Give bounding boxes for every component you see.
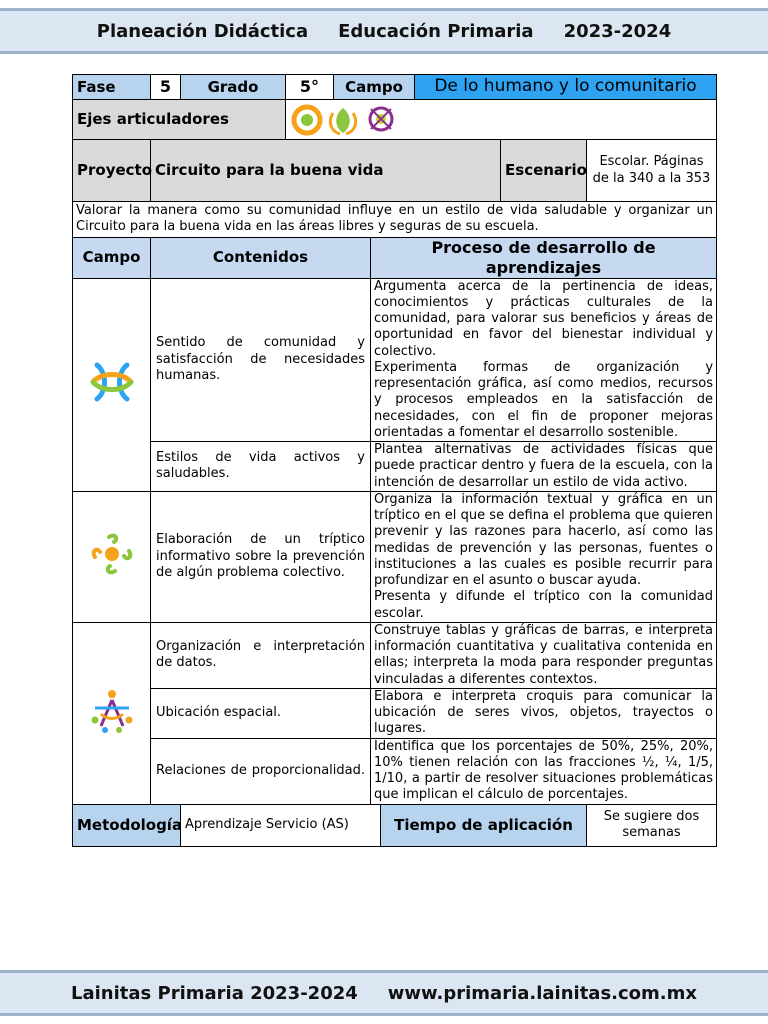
proceso-cell: Organiza la información textual y gráfica en un tríptico en el que se defina el problema que quieren prevenir y las razones para hacerlo, así como las medidas de prevención y las personas, fuentes o instituciones a las cuales es posible recurrir para profundizar en el asunto o buscar ayuda. Presenta y difunde el tríptico con la comunidad escolar.	[371, 491, 717, 622]
metodologia-value: Aprendizaje Servicio (AS)	[181, 804, 381, 846]
eje-orange-icon	[290, 103, 420, 137]
contenido-cell: Relaciones de proporcionalidad.	[151, 738, 371, 804]
proceso-cell: Plantea alternativas de actividades físicas que puede practicar dentro y fuera de la escuela, con la intención de desarrollar un estilo de vida activo.	[371, 442, 717, 492]
table-row	[73, 688, 717, 738]
campo-label: Campo	[334, 75, 415, 100]
footer-banner	[0, 970, 768, 1016]
tiempo-value: Se sugiere dos semanas	[587, 804, 717, 846]
grado-label: Grado	[181, 75, 286, 100]
table-row	[73, 278, 717, 442]
table-row	[73, 622, 717, 688]
proyecto-label: Proyecto	[73, 140, 151, 202]
contenido-cell: Estilos de vida activos y saludables.	[151, 442, 371, 492]
header-subtitle: Educación Primaria	[338, 20, 534, 42]
campo-etica-naturaleza-icon	[73, 491, 151, 622]
header-banner	[0, 8, 768, 54]
objective-text: Valorar la manera como su comunidad influye en un estilo de vida saludable y organizar un Circuito para la buena vida en las áreas libres y seguras de su escuela.	[73, 202, 717, 238]
contenido-cell: Ubicación espacial.	[151, 688, 371, 738]
proyecto-row	[73, 140, 717, 202]
contenido-cell: Sentido de comunidad y satisfacción de necesidades humanas.	[151, 278, 371, 442]
footer-left: Lainitas Primaria 2023-2024	[71, 982, 358, 1004]
objective-row	[73, 202, 717, 238]
col-campo: Campo	[73, 237, 151, 278]
col-contenidos: Contenidos	[151, 237, 371, 278]
proceso-cell: Identifica que los porcentajes de 50%, 25%, 20%, 10% tienen relación con las fracciones ½, ¼, 1/5, 1/10, a partir de resolver situaciones problemáticas que implican el cálculo de porcentajes.	[371, 738, 717, 804]
fase-row	[73, 75, 717, 100]
header-title: Planeación Didáctica	[96, 20, 309, 42]
proyecto-value: Circuito para la buena vida	[151, 140, 501, 202]
campo-humano-comunitario-icon	[73, 278, 151, 491]
grado-value: 5°	[286, 75, 334, 100]
metodologia-label: Metodología	[73, 804, 181, 846]
table-row	[73, 491, 717, 622]
proceso-cell: Argumenta acerca de la pertinencia de ideas, conocimientos y prácticas culturales de la comunidad, para valorar sus beneficios y áreas de oportunidad en favor del bienestar individual y colectivo. Experimenta formas de organización y representación gráfica, así como medios, recursos y procesos empleados en la satisfacción de necesidades, con el fin de proponer mejoras orientadas a fomentar el desarrollo sostenible.	[371, 278, 717, 442]
fase-label: Fase	[73, 75, 151, 100]
escenario-label: Escenario	[501, 140, 587, 202]
campo-value: De lo humano y lo comunitario	[415, 75, 717, 100]
metodologia-row	[73, 804, 717, 846]
escenario-value: Escolar. Páginas de la 340 a la 353	[587, 140, 717, 202]
col-proceso: Proceso de desarrollo de aprendizajes	[371, 237, 717, 278]
footer-right: www.primaria.lainitas.com.mx	[387, 982, 697, 1004]
ejes-label: Ejes articuladores	[73, 100, 286, 140]
table-row	[73, 738, 717, 804]
campo-saberes-pensamiento-icon	[73, 622, 151, 804]
ejes-row	[73, 100, 717, 140]
proceso-cell: Construye tablas y gráficas de barras, e interpreta información cuantitativa y cualitativa contenida en ellas; interpreta la moda para responder preguntas vinculadas a diferentes contextos.	[371, 622, 717, 688]
header-year: 2023-2024	[563, 20, 672, 42]
column-header-row	[73, 237, 717, 278]
tiempo-label: Tiempo de aplicación	[381, 804, 587, 846]
table-row	[73, 442, 717, 492]
contenido-cell: Elaboración de un tríptico informativo sobre la prevención de algún problema colectivo.	[151, 491, 371, 622]
planeacion-table	[72, 74, 717, 847]
fase-value: 5	[151, 75, 181, 100]
contenido-cell: Organización e interpretación de datos.	[151, 622, 371, 688]
ejes-icons	[286, 100, 717, 140]
proceso-cell: Elabora e interpreta croquis para comunicar la ubicación de seres vivos, objetos, trayectos o lugares.	[371, 688, 717, 738]
